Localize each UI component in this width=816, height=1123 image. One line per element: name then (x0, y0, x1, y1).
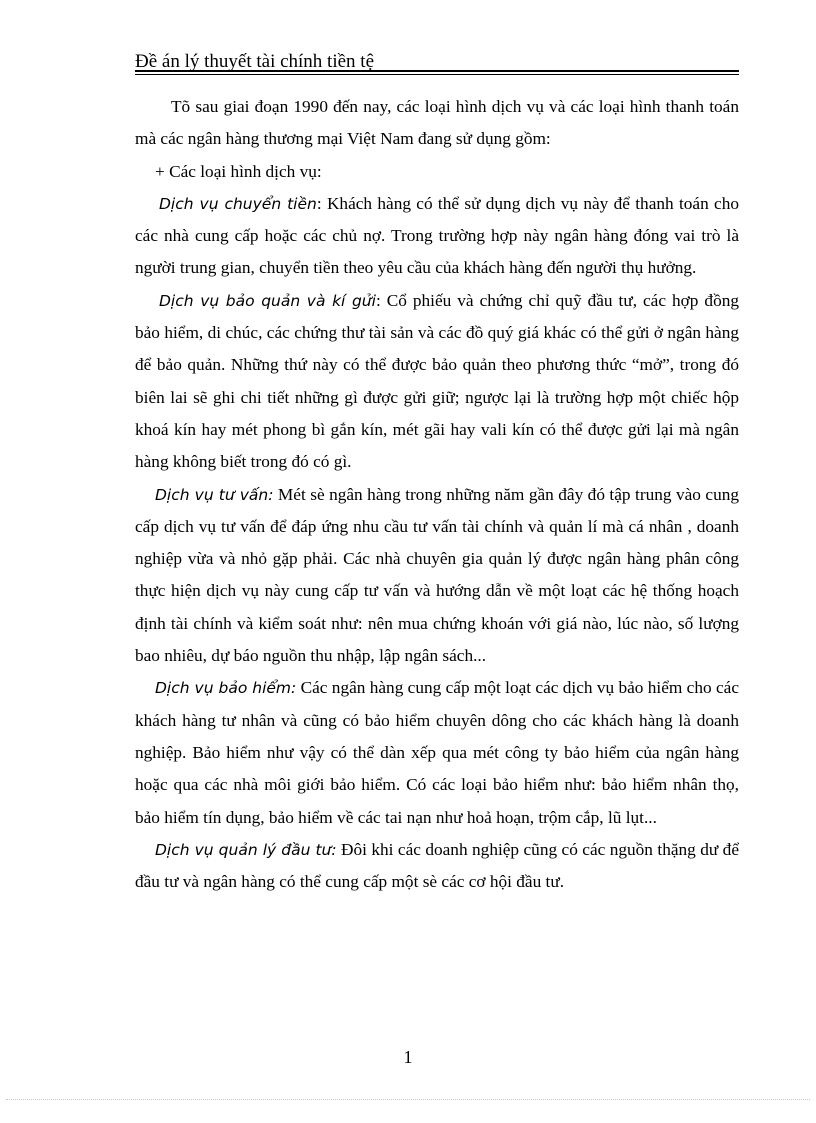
paragraph-text: Tõ sau giai đoạn 1990 đến nay, các loại hình dịch vụ và các loại hình thanh toán mà các ngân hàng thương mại Việt Nam đang sử dụng gồm: (135, 97, 739, 149)
page-footer-divider (6, 1099, 810, 1100)
header-rule-thin (135, 74, 739, 75)
paragraph-insurance-service (135, 672, 739, 833)
document-title: Đề án lý thuyết tài chính tiền tệ (135, 51, 375, 72)
paragraph-lead: Dịch vụ tư vấn: (155, 485, 274, 504)
paragraph-text: + Các loại hình dịch vụ: (155, 161, 322, 181)
paragraph-text: Các ngân hàng cung cấp một loạt các dịch vụ bảo hiểm cho các khách hàng tư nhân và cũng có bảo hiểm chuyên dông cho các khách hàng là doanh nghiệp. Bảo hiểm như vậy có thể dàn xếp qua mét công ty bảo hiểm của ngân hàng hoặc qua các nhà môi giới bảo hiểm. Có các loại bảo hiểm như: bảo hiểm nhân thọ, bảo hiểm tín dụng, bảo hiểm về các tai nạn như hoả hoạn, trộm cắp, lũ lụt... (135, 678, 739, 827)
page-header (135, 50, 739, 75)
document-body (135, 91, 739, 898)
paragraph-lead: Dịch vụ bảo quản và kí gửi (159, 291, 376, 310)
paragraph-service-heading (135, 156, 739, 188)
page-number: 1 (403, 1047, 413, 1067)
paragraph-text: : Cổ phiếu và chứng chỉ quỹ đầu tư, các hợp đồng bảo hiểm, di chúc, các chứng thư tài sản và các đồ quý giá khác có thể gửi ở ngân hàng để bảo quản. Những thứ này có thể được bảo quản theo phương thức “mở”, trong đó biên lai sẽ ghi chi tiết những gì được gửi giữ; ngược lại là trường hợp một chiếc hộp khoá kín hay mét phong bì gắn kín, mét gãi hay vali kín có thể được gửi lại mà ngân hàng không biết trong đó có gì. (135, 290, 739, 472)
paragraph-lead: Dịch vụ chuyển tiền (159, 194, 317, 213)
paragraph-text: Mét sè ngân hàng trong những năm gần đây đó tập trung vào cung cấp dịch vụ tư vấn để đáp ứng nhu cầu tư vấn tài chính và quản lí mà cá nhân , doanh nghiệp vừa và nhỏ gặp phải. Các nhà chuyên gia quản lý được ngân hàng phân công thực hiện dịch vụ này cung cấp tư vấn và hướng dẫn về một loạt các hệ thống hoạch định tài chính và kiểm soát như: nên mua chứng khoán với giá nào, lúc nào, số lượng bao nhiêu, dự báo nguồn thu nhập, lập ngân sách... (135, 484, 739, 666)
paragraph-custody-service (135, 285, 739, 479)
paragraph-investment-service (135, 834, 739, 899)
paragraph-advisory-service (135, 479, 739, 673)
paragraph-intro (135, 91, 739, 156)
paragraph-text: : Khách hàng có thể sử dụng dịch vụ này để thanh toán cho các nhà cung cấp hoặc các chủ nợ. Trong trường hợp này ngân hàng đóng vai trò là người trung gian, chuyển tiền theo yêu cầu của khách hàng đến người thụ hưởng. (135, 193, 739, 278)
paragraph-text: Đôi khi các doanh nghiệp cũng có các nguồn thặng dư để đầu tư và ngân hàng có thể cung cấp một sè các cơ hội đầu tư. (135, 839, 739, 892)
paragraph-lead: Dịch vụ bảo hiểm: (155, 679, 297, 698)
paragraph-transfer-service (135, 188, 739, 285)
paragraph-lead: Dịch vụ quản lý đầu tư: (155, 840, 337, 859)
